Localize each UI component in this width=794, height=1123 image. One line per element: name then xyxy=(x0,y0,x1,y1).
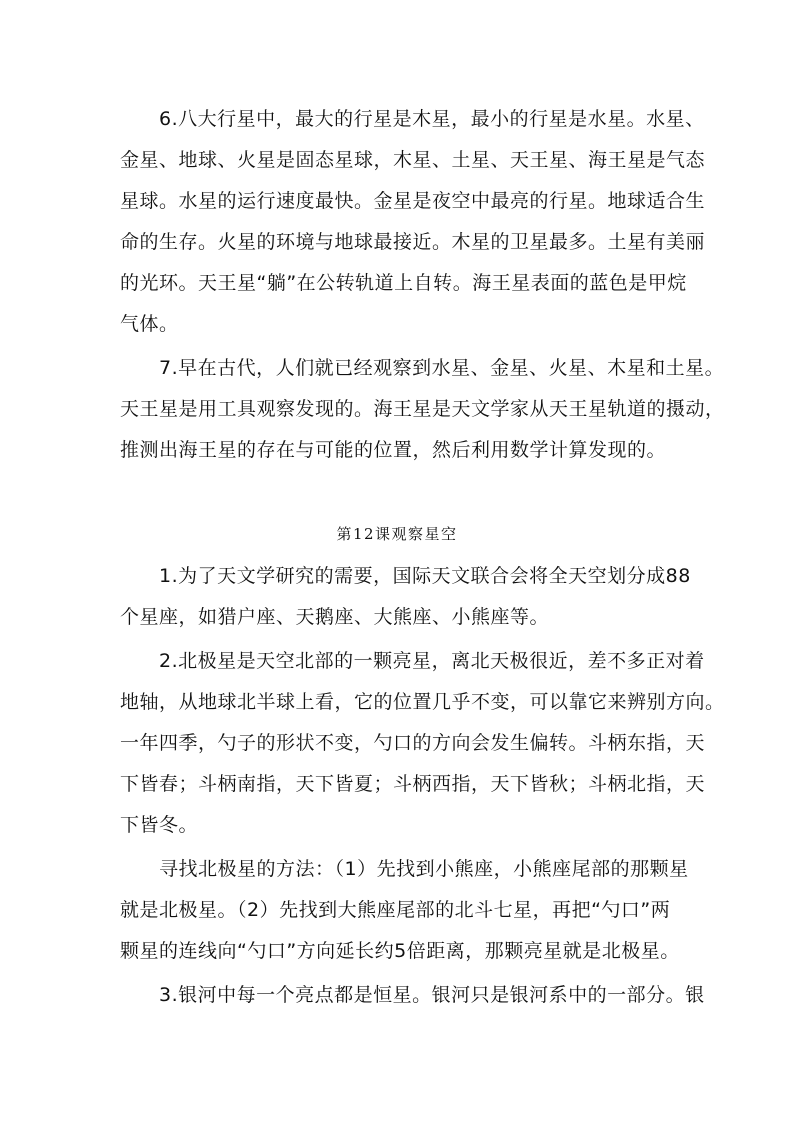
text-line: 命的生存。火星的环境与地球最接近。木星的卫星最多。土星有美丽 xyxy=(120,231,706,253)
text-line: 个星座，如猎户座、天鹅座、大熊座、小熊座等。 xyxy=(120,606,550,628)
text-line: 7.早在古代，人们就已经观察到水星、金星、火星、木星和土星。 xyxy=(159,357,725,379)
section-title: 第12课观察星空 xyxy=(336,525,458,543)
text-line: 6.八大行星中，最大的行星是木星，最小的行星是水星。水星、 xyxy=(159,108,705,130)
text-line: 寻找北极星的方法：（1）先找到小熊座，小熊座尾部的那颗星 xyxy=(159,858,689,880)
text-line: 推测出海王星的存在与可能的位置，然后利用数学计算发现的。 xyxy=(120,439,667,461)
text-line: 一年四季，勺子的形状不变，勺口的方向会发生偏转。斗柄东指，天 xyxy=(120,732,706,754)
text-line: 气体。 xyxy=(120,313,179,335)
text-line: 就是北极星。（2）先找到大熊座尾部的北斗七星，再把“勺口”两 xyxy=(120,899,671,921)
text-line: 的光环。天王星“躺”在公转轨道上自转。海王星表面的蓝色是甲烷 xyxy=(120,272,687,294)
text-line: 星球。水星的运行速度最快。金星是夜空中最亮的行星。地球适合生 xyxy=(120,190,706,212)
text-line: 下皆春；斗柄南指，天下皆夏；斗柄西指，天下皆秋；斗柄北指，天 xyxy=(120,773,706,795)
text-line: 金星、地球、火星是固态星球，木星、土星、天王星、海王星是气态 xyxy=(120,149,706,171)
text-line: 下皆冬。 xyxy=(120,814,199,836)
text-line: 天王星是用工具观察发现的。海王星是天文学家从天王星轨道的摄动， xyxy=(120,398,725,420)
text-line: 3.银河中每一个亮点都是恒星。银河只是银河系中的一部分。银 xyxy=(159,984,705,1006)
text-line: 地轴，从地球北半球上看，它的位置几乎不变，可以靠它来辨别方向。 xyxy=(120,691,725,713)
text-line: 2.北极星是天空北部的一颗亮星，离北天极很近，差不多正对着 xyxy=(159,650,705,672)
text-line: 颗星的连线向“勺口”方向延长约5倍距离，那颗亮星就是北极星。 xyxy=(120,940,680,962)
text-line: 1.为了天文学研究的需要，国际天文联合会将全天空划分成88 xyxy=(159,565,691,587)
